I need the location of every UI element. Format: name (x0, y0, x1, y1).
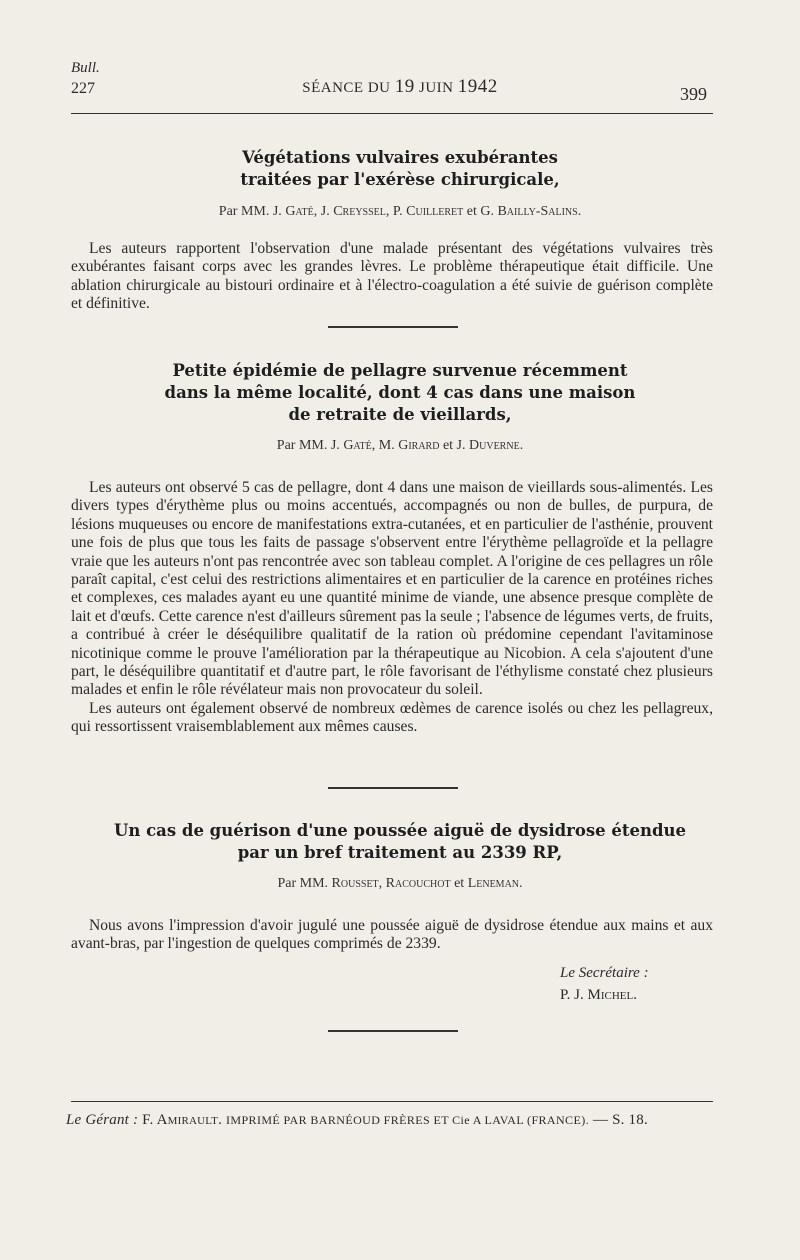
session-year: 1942 (457, 76, 498, 97)
author-name: Gaté (285, 204, 314, 219)
gerant-label: Le Gérant : (66, 1112, 139, 1128)
article-2-title-line-2: dans la même localité, dont 4 cas dans une maison (164, 383, 636, 402)
session-day: 19 (394, 76, 415, 97)
author-name: Cuilleret (406, 204, 464, 219)
article-1-authors: Par MM. J. Gaté, J. Creyssel, P. Cuilleret et G. Bailly-Salins. (218, 204, 582, 219)
author-name: Leneman (467, 876, 520, 891)
article-2-body (71, 479, 713, 737)
author-name: Racouchot (385, 876, 451, 891)
header-rule (71, 113, 713, 114)
author-name: Rousset (331, 876, 379, 891)
session-prefix: SÉANCE DU (302, 80, 391, 96)
printer-line: IMPRIMÉ PAR BARNÉOUD FRÈRES ET Cie A LAVAL (FRANCE). (226, 1113, 589, 1127)
section-separator (328, 326, 458, 328)
print-reference: — S. 18. (592, 1112, 648, 1128)
article-2-title-line-1: Petite épidémie de pellagre survenue récemment (172, 361, 628, 380)
section-separator (328, 1030, 458, 1032)
gerant-name: F. Amirault. (142, 1112, 223, 1128)
secretary-name: P. J. Michel. (560, 987, 637, 1003)
section-separator (328, 787, 458, 789)
article-2-authors: Par MM. J. Gaté, M. Girard et J. Duverne. (276, 438, 524, 453)
article-3-title-line-1: Un cas de guérison d'une poussée aiguë de dysidrose étendue (114, 821, 686, 840)
article-3-body (71, 917, 713, 954)
article-3-paragraph: Nous avons l'impression d'avoir jugulé une poussée aiguë de dysidrose étendue aux mains et aux avant-bras, par l'ingestion de quelques comprimés de 2339. (71, 917, 713, 953)
article-1-title-line-1: Végétations vulvaires exubérantes (242, 148, 558, 167)
author-name: Gaté (343, 438, 372, 453)
article-3-title-line-2: par un bref traitement au 2339 RP, (237, 843, 563, 862)
author-name: Creyssel (333, 204, 386, 219)
imprint-footer (66, 1112, 726, 1129)
article-1-paragraph: Les auteurs rapportent l'observation d'une malade présentant des végétations vulvaires très exubérantes faisant corps avec les grandes lèvres. Le problème thérapeutique était difficile. Une ablation chirurgicale au bistouri ordinaire et à l'électro-coagulation a été suivie de guérison complète et définitive. (71, 240, 713, 313)
volume-number: 227 (71, 80, 95, 97)
article-1-title-line-2: traitées par l'exérèse chirurgicale, (240, 170, 560, 189)
signature-block (560, 962, 700, 1006)
article-2-title-line-3: de retraite de vieillards, (288, 405, 512, 424)
article-2-paragraph-1: Les auteurs ont observé 5 cas de pellagre, dont 4 dans une maison de vieillards sous-alimentés. Les divers types d'érythème plus ou moins accentués, accompagnés ou non de bulles, de purpura, de lésions muqueuses ou encore de manifestations extra-cutanées, et en particulier de l'asthénie, prouvent une fois de plus que tous les faits de passage s'observent entre l'érythème pellagroïde et la pellagre vraie que les auteurs n'ont pas rencontrée avec son tableau complet. A l'origine de ces pellagres un rôle paraît capital, c'est celui des restrictions alimentaires et en particulier de la carence en protéines riches et complexes, ces malades ayant eu une quantité minime de viande, une absence presque complète de lait et d'œufs. Cette carence n'est d'ailleurs sûrement pas la seule ; l'absence de légumes verts, de fruits, a contribué à créer le déséquilibre qualitatif de la ration où prédomine cependant l'avitaminose nicotinique comme le prouve l'amélioration par la thérapeutique au Nicobion. A cela s'ajoutent d'une part, le déséquilibre quantitatif et d'autre part, le rôle favorisant de l'éthylisme constaté chez plusieurs malades et enfin le rôle révélateur mais non provocateur du soleil. (71, 479, 713, 699)
author-name: Duverne (469, 438, 520, 453)
article-3-authors: Par MM. Rousset, Racouchot et Leneman. (277, 876, 523, 891)
page-number: 399 (680, 84, 707, 104)
journal-abbrev: Bull. (71, 60, 100, 76)
article-2-paragraph-2: Les auteurs ont également observé de nombreux œdèmes de carence isolés ou chez les pellagreux, qui ressortissent vraisemblablement aux mêmes causes. (71, 699, 713, 736)
article-1-title (60, 147, 740, 191)
article-3-title (60, 820, 740, 864)
article-2-title (60, 360, 740, 426)
author-name: Bailly-Salins (497, 204, 578, 219)
article-1-body (71, 240, 713, 314)
session-month: JUIN (419, 80, 454, 96)
secretary-label: Le Secrétaire : (560, 965, 649, 981)
author-name: Girard (398, 438, 440, 453)
footer-rule (71, 1101, 713, 1102)
